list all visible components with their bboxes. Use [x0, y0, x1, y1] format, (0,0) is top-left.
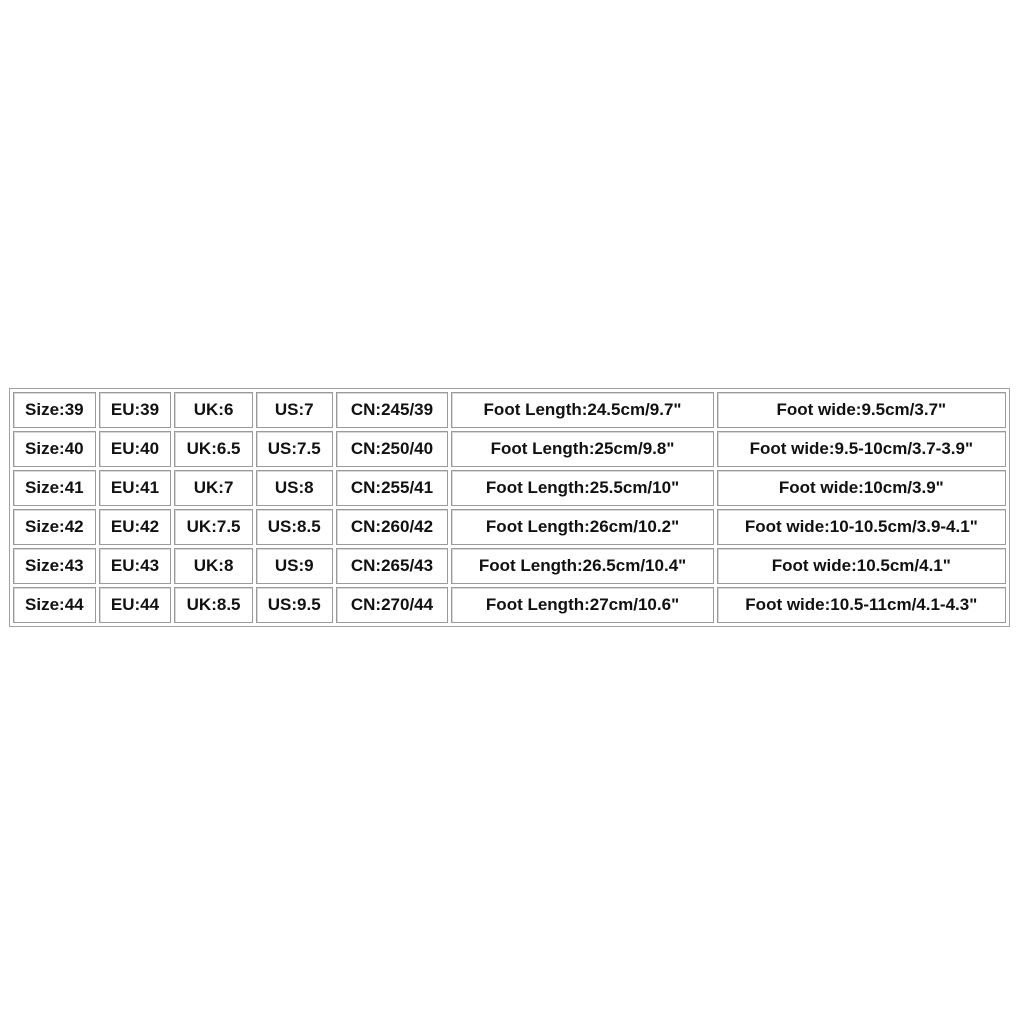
us-size-cell: US:7.5: [256, 431, 333, 467]
foot-wide-cell: Foot wide:10.5cm/4.1": [717, 548, 1006, 584]
eu-size-cell: EU:44: [99, 587, 172, 623]
size-cell: Size:43: [13, 548, 96, 584]
foot-length-cell: Foot Length:24.5cm/9.7": [451, 392, 713, 428]
table-row: [13, 431, 1006, 467]
foot-wide-cell: Foot wide:10cm/3.9": [717, 470, 1006, 506]
us-size-cell: US:9: [256, 548, 333, 584]
eu-size-cell: EU:42: [99, 509, 172, 545]
cn-size-cell: CN:250/40: [336, 431, 449, 467]
uk-size-cell: UK:7.5: [174, 509, 253, 545]
foot-length-cell: Foot Length:26.5cm/10.4": [451, 548, 713, 584]
foot-wide-cell: Foot wide:9.5-10cm/3.7-3.9": [717, 431, 1006, 467]
uk-size-cell: UK:6: [174, 392, 253, 428]
table-row: [13, 509, 1006, 545]
size-cell: Size:44: [13, 587, 96, 623]
us-size-cell: US:9.5: [256, 587, 333, 623]
us-size-cell: US:7: [256, 392, 333, 428]
cn-size-cell: CN:265/43: [336, 548, 449, 584]
size-cell: Size:40: [13, 431, 96, 467]
uk-size-cell: UK:7: [174, 470, 253, 506]
foot-wide-cell: Foot wide:10.5-11cm/4.1-4.3": [717, 587, 1006, 623]
cn-size-cell: CN:255/41: [336, 470, 449, 506]
us-size-cell: US:8: [256, 470, 333, 506]
foot-length-cell: Foot Length:26cm/10.2": [451, 509, 713, 545]
foot-wide-cell: Foot wide:9.5cm/3.7": [717, 392, 1006, 428]
cn-size-cell: CN:270/44: [336, 587, 449, 623]
table-row: [13, 548, 1006, 584]
table-row: [13, 392, 1006, 428]
foot-wide-cell: Foot wide:10-10.5cm/3.9-4.1": [717, 509, 1006, 545]
cn-size-cell: CN:260/42: [336, 509, 449, 545]
foot-length-cell: Foot Length:25.5cm/10": [451, 470, 713, 506]
eu-size-cell: EU:41: [99, 470, 172, 506]
size-chart-body: [13, 392, 1006, 623]
foot-length-cell: Foot Length:25cm/9.8": [451, 431, 713, 467]
table-row: [13, 587, 1006, 623]
us-size-cell: US:8.5: [256, 509, 333, 545]
table-row: [13, 470, 1006, 506]
size-cell: Size:41: [13, 470, 96, 506]
uk-size-cell: UK:8: [174, 548, 253, 584]
uk-size-cell: UK:8.5: [174, 587, 253, 623]
eu-size-cell: EU:40: [99, 431, 172, 467]
eu-size-cell: EU:39: [99, 392, 172, 428]
size-cell: Size:42: [13, 509, 96, 545]
cn-size-cell: CN:245/39: [336, 392, 449, 428]
eu-size-cell: EU:43: [99, 548, 172, 584]
size-chart-table: [9, 388, 1010, 627]
size-cell: Size:39: [13, 392, 96, 428]
foot-length-cell: Foot Length:27cm/10.6": [451, 587, 713, 623]
uk-size-cell: UK:6.5: [174, 431, 253, 467]
